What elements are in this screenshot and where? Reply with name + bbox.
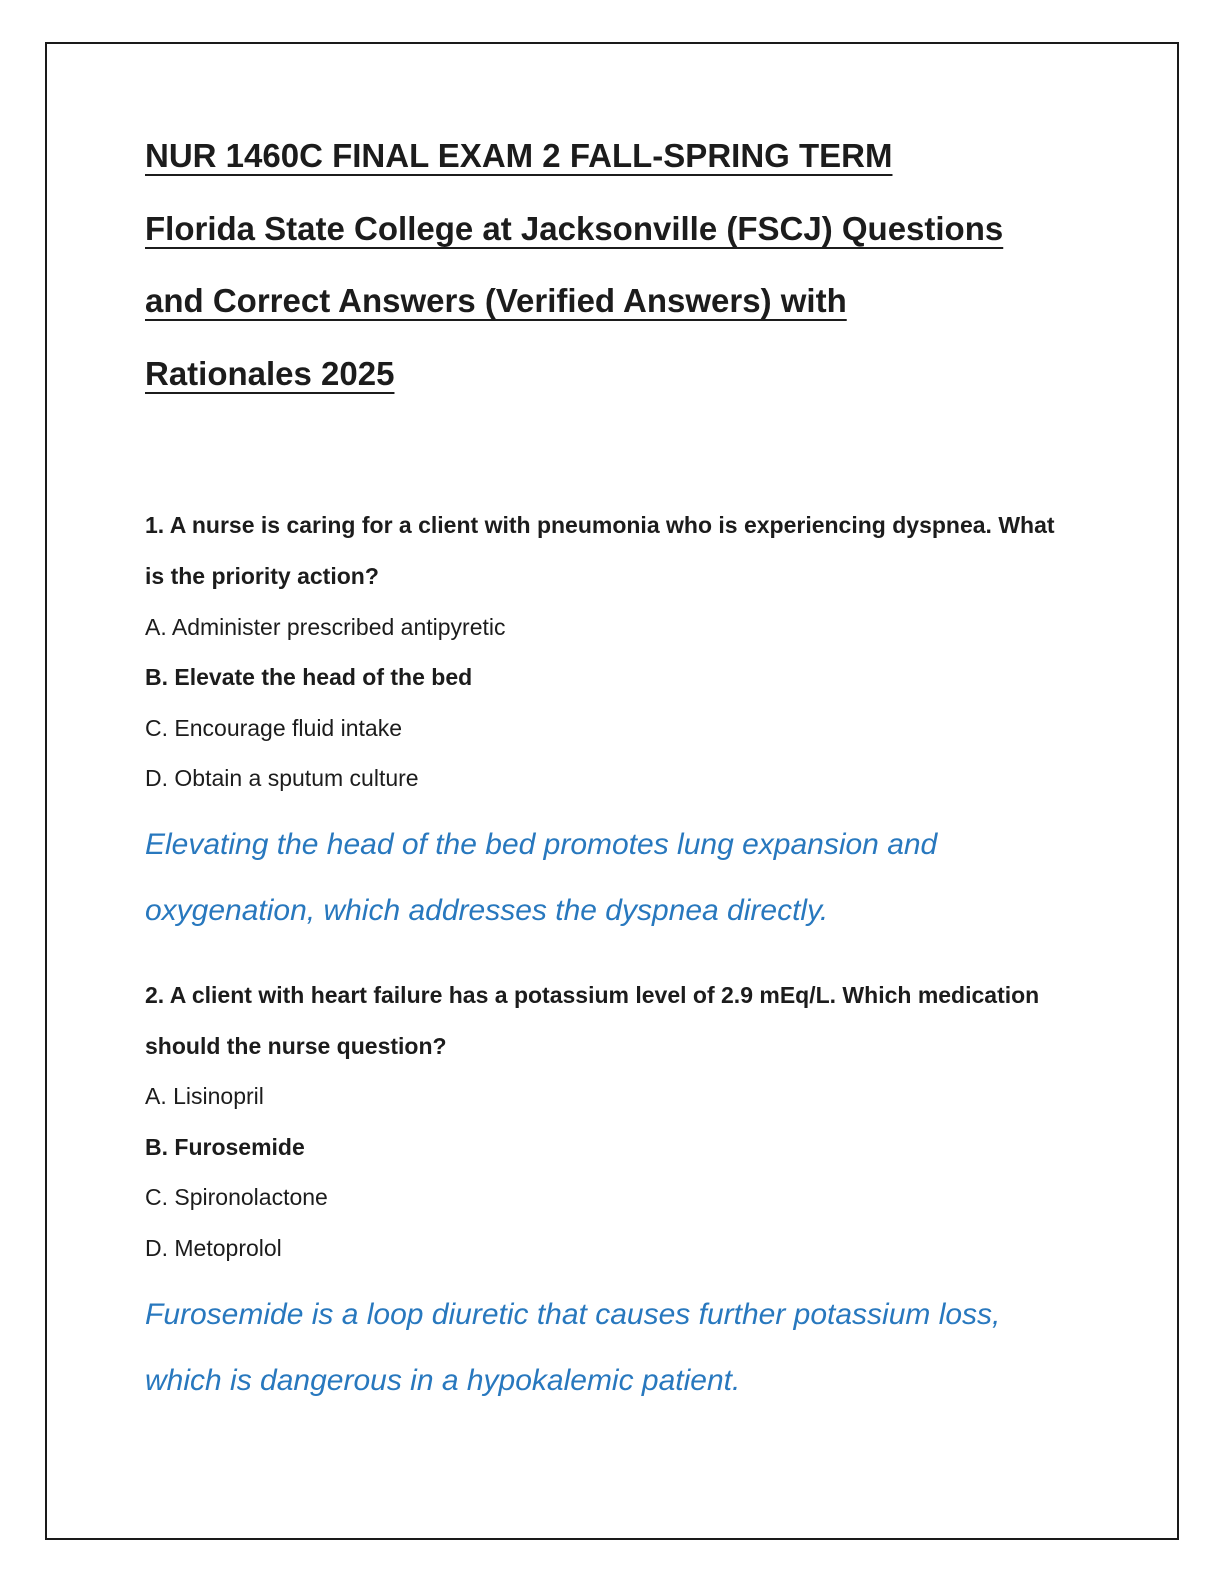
title-line-4: Rationales 2025: [145, 354, 395, 392]
question-1-option-b: B. Elevate the head of the bed: [145, 664, 473, 691]
question-2-option-c: C. Spironolactone: [145, 1184, 328, 1211]
title-line-2: Florida State College at Jacksonville (FSCJ) Questions: [145, 209, 1004, 247]
question-2-rationale: Furosemide is a loop diuretic that causes further potassium loss, which is dangerous in a hypokalemic patient.: [145, 1297, 1001, 1397]
question-1-rationale: Elevating the head of the bed promotes lung expansion and oxygenation, which addresses the dyspnea directly.: [145, 827, 938, 927]
question-1-option-a: A. Administer prescribed antipyretic: [145, 613, 506, 640]
title-line-1: NUR 1460C FINAL EXAM 2 FALL-SPRING TERM: [145, 137, 893, 174]
question-block-1: [145, 500, 1075, 944]
page-content: [145, 120, 1075, 1440]
question-2-text: 2. A client with heart failure has a potassium level of 2.9 mEq/L. Which medication should the nurse question?: [145, 981, 1040, 1059]
document-title: [145, 120, 1075, 410]
title-line-3: and Correct Answers (Verified Answers) with: [145, 282, 847, 320]
question-1-option-c: C. Encourage fluid intake: [145, 714, 402, 741]
question-block-2: [145, 970, 1075, 1414]
question-2-option-b: B. Furosemide: [145, 1133, 305, 1160]
question-2-option-d: D. Metoprolol: [145, 1234, 282, 1261]
question-2-option-a: A. Lisinopril: [145, 1083, 264, 1110]
question-1-text: 1. A nurse is caring for a client with pneumonia who is experiencing dyspnea. What is the priority action?: [145, 512, 1055, 589]
question-1-option-d: D. Obtain a sputum culture: [145, 765, 419, 792]
